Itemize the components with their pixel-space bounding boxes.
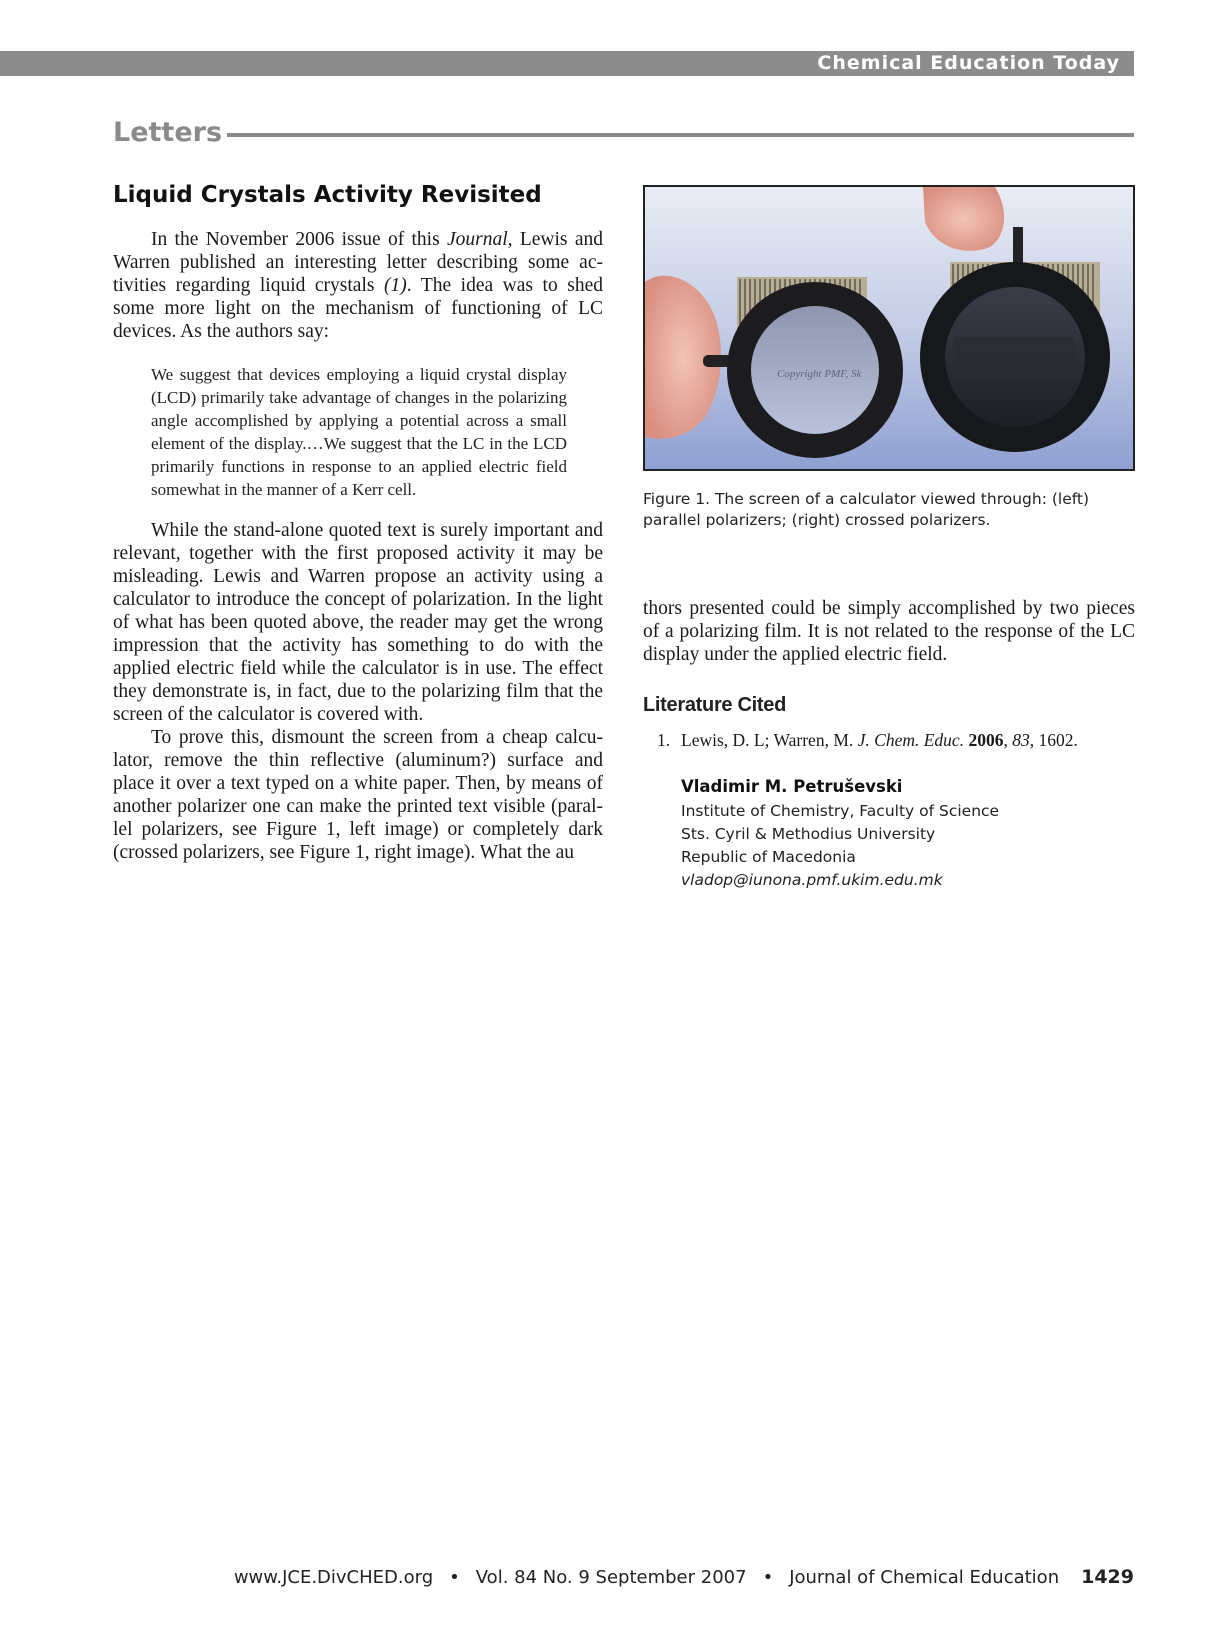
section-rule	[227, 133, 1134, 137]
right-column-text	[643, 597, 1135, 892]
reference-marker: (1)	[384, 275, 407, 296]
section-label: Letters	[113, 117, 223, 148]
intro-text-part3: . The idea was to shed some more light on the mechanism of functioning of LC devices. As the authors say:	[113, 275, 603, 342]
right-lcd-dark-area	[955, 337, 1075, 367]
author-email: vladop@iunona.pmf.ukim.edu.mk	[681, 871, 943, 889]
affiliation-line: Republic of Macedonia	[681, 848, 856, 866]
figure-photo-svg	[645, 187, 1133, 469]
affiliation-line: Institute of Chemistry, Faculty of Science	[681, 802, 1000, 820]
section-heading	[113, 113, 1134, 153]
reference-item: 1. Lewis, D. L; Warren, M. J. Chem. Educ. 2006, 83, 1602.	[657, 730, 1078, 750]
reference-volume: 83	[1012, 730, 1030, 750]
body-paragraph-2: While the stand-alone quoted text is surely important and relevant, together with the first proposed activity it may be misleading. Lewis and Warren propose an activity using a calculator to introduce the concept of polarization. In the light of what has been quoted above, the reader may get the wrong impression that the activity has something to do with the applied electric field while the calculator is in use. The effect they demonstrate is, in fact, due to the polarizing film that the screen of the calculator is covered with.	[113, 520, 603, 725]
article-title: Liquid Crystals Activity Revisited	[113, 182, 542, 208]
figure-1-image	[643, 185, 1135, 471]
footer-website: www.JCE.DivCHED.org	[233, 1567, 434, 1588]
footer-journal-name: Journal of Chemical Education	[789, 1567, 1060, 1588]
reference-year: 2006	[968, 730, 1004, 750]
intro-text-part2: , Lewis and Warren published an interesting letter describing some activities regarding liquid crystals	[113, 229, 603, 296]
footer-bullet: •	[762, 1567, 774, 1588]
body-paragraph-3: To prove this, dismount the screen from a cheap calculator, remove the thin reflective (aluminum?) surface and place it over a text typed on a white paper. Then, by means of another polarizer one can make the printed text visible (parallel polarizers, see Figure 1, left image) or completely dark (crossed polarizers, see Figure 1, right image). What the au	[113, 727, 603, 863]
footer-volume-info: Vol. 84 No. 9 September 2007	[475, 1567, 747, 1588]
journal-word: Journal	[447, 229, 508, 250]
intro-paragraph	[113, 228, 603, 343]
block-quote: We suggest that devices employing a liquid crystal display (LCD) primarily take advantage of changes in the polarizing angle accomplished by applying a potential across a small element of the display.…We suggest that the LC in the LCD primarily functions in response to an applied electric field somewhat in the manner of a Kerr cell.	[151, 365, 567, 499]
figure-watermark: Copyright PMF, Sk	[777, 368, 862, 380]
body-paragraph-3-continued: thors presented could be simply accomplished by two pieces of a polarizing film. It is not related to the response of the LC display under the applied electric field.	[643, 598, 1135, 665]
reference-number: 1.	[657, 730, 671, 750]
literature-cited-heading: Literature Cited	[643, 694, 787, 716]
affiliation-line: Sts. Cyril & Methodius University	[681, 825, 936, 843]
running-header-title: Chemical Education Today	[817, 52, 1120, 74]
left-column	[113, 180, 603, 864]
running-header-bar	[0, 51, 1134, 76]
author-name: Vladimir M. Petruševski	[681, 777, 903, 796]
right-column-figure	[643, 185, 1135, 531]
figure-1-caption: Figure 1. The screen of a calculator viewed through: (left) parallel polarizers; (right) crossed polarizers.	[643, 490, 1090, 529]
reference-journal: J. Chem. Educ.	[857, 730, 965, 750]
footer-bullet: •	[449, 1567, 460, 1588]
reference-authors: Lewis, D. L; Warren, M.	[681, 730, 858, 750]
page-footer	[0, 1566, 1134, 1588]
reference-pages: 1602.	[1038, 730, 1078, 750]
page-number: 1429	[1081, 1566, 1134, 1588]
author-block	[681, 774, 1135, 892]
intro-text-part1: In the November 2006 issue of this	[151, 229, 447, 250]
